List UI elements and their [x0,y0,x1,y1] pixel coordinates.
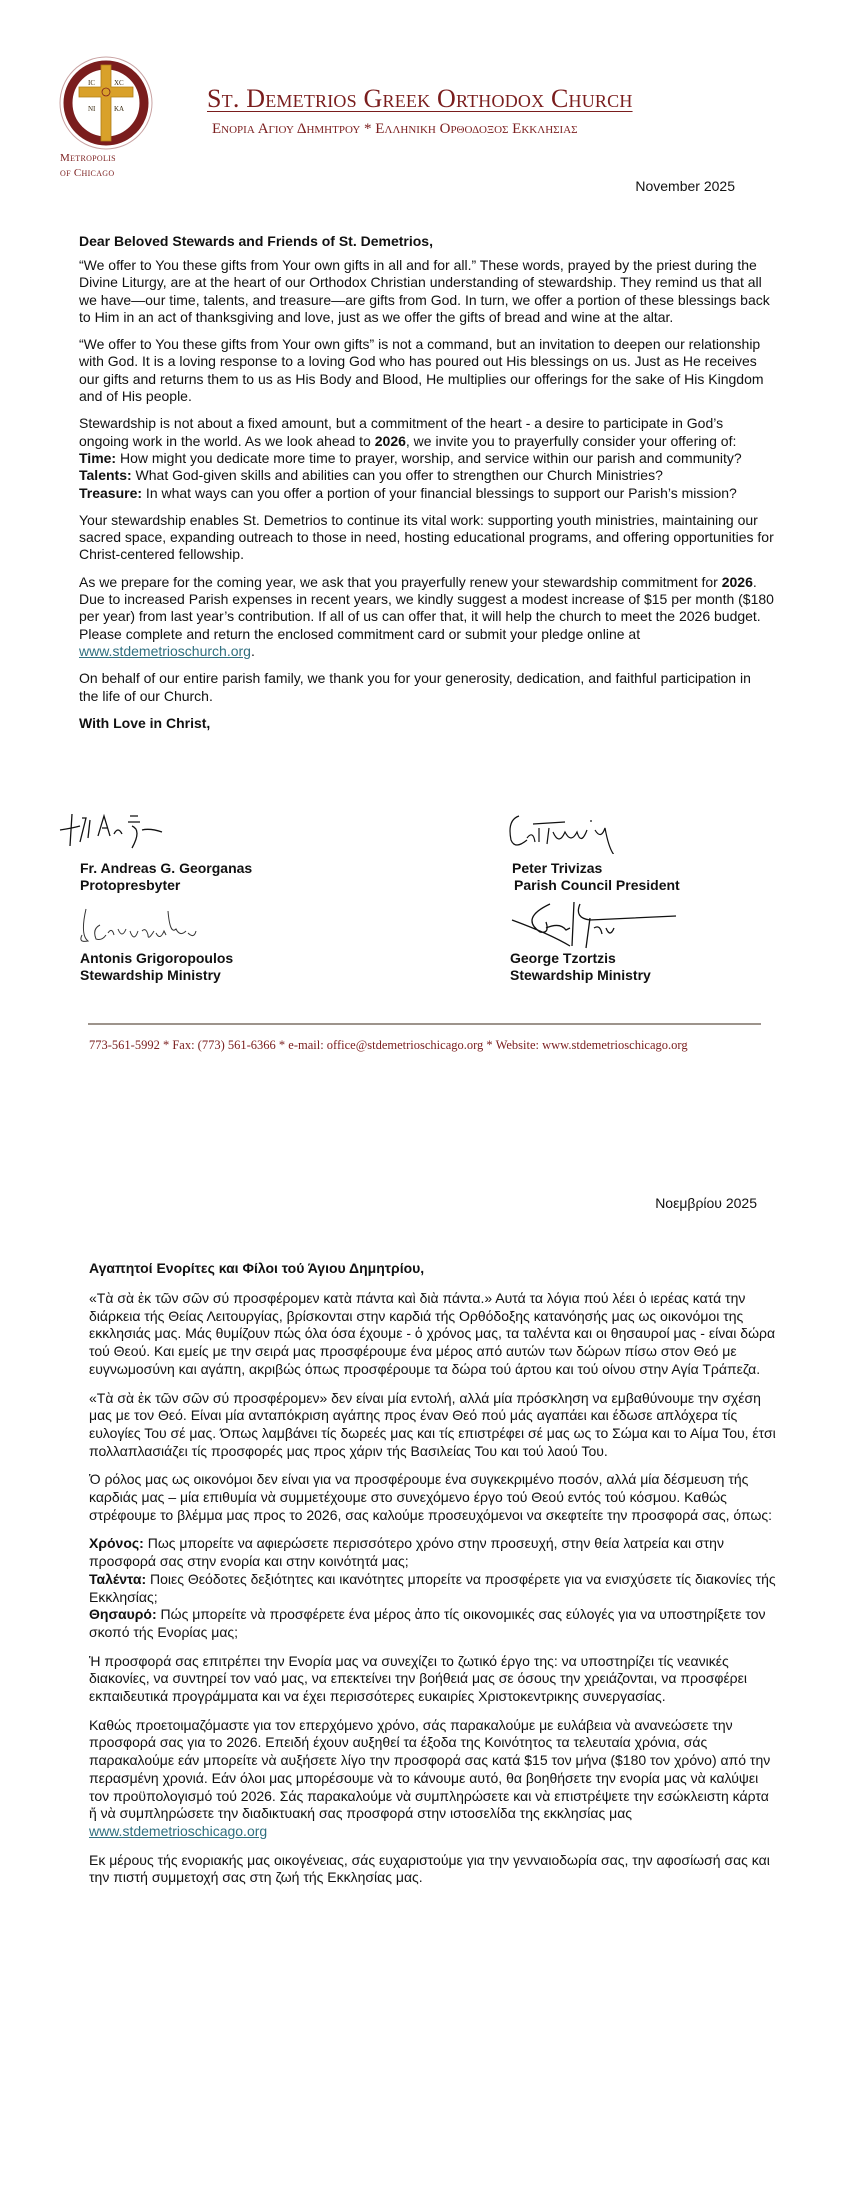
church-subtitle-greek: Ενορια Αγιου Δημητρου * Ελληνικη Ορθοδοξος Εκκλησιας [212,121,578,137]
paragraph-1: “We offer to You these gifts from Your own gifts in all and for all.” These words, prayed by the priest during the Divine Liturgy, are at the heart of our Orthodox Christian understanding of stewardship. They remind us that all we have—our time, talents, and treasure—are gifts from God. In turn, we offer a portion of these blessings back to Him in an act of thanksgiving and love, just as we offer the gifts of bread and wine at the altar. [79,257,770,325]
letter-body-greek [89,1290,779,1898]
paragraph-2: “We offer to You these gifts from Your own gifts” is not a command, but an invitation to deepen our relationship with God. It is a loving response to a loving God who has poured out His blessings on us. Just as He receives our gifts and returns them to us as His Body and Blood, He multiplies our offerings for the sake of His Kingdom and of His people. [79,336,764,405]
footer-divider [88,1023,761,1025]
treasure-label: Treasure: [79,484,143,501]
svg-text:KA: KA [114,105,125,113]
paragraph-5: Καθώς προετοιμαζόμαστε για τον επερχόμενο χρόνο, σάς παρακαλούμε με ευλάβεια νὰ ανανεώσετε την προσφορά σας για το 2026. Επειδή έχουν αυξηθεί τα έξοδα της Κοινότητος τα τελευταία χρόνια, σάς παρακαλούμε εάν μπορείτε νὰ αυξήσετε λίγο την προσφορά σας κατά $15 τον μήνα ($180 τον χρόνο) από την περασμένη χρονιά. Εάν όλοι μας μπορέσουμε νὰ το κάνουμε αυτό, θα βοηθήσετε την ενορία μας νὰ καλύψει τον προϋπολογισμό τού 2026. Σάς παρακαλούμε νὰ συμπληρώσετε και νὰ επιστρέψετε την εσώκλειστη κάρτα ἤ νὰ συμπληρώσετε την διαδικτυακή σας προσφορά στην ιστοσελίδα της εκκλησίας μας www.stdemetrioschicago.org [89,1716,771,1839]
archdiocese-seal-logo [58,55,154,151]
paragraph-5: As we prepare for the coming year, we ask that you prayerfully renew your stewardship commitment for 2026. Due to increased Parish expenses in recent years, we kindly suggest a modest increase of $15 per month ($180 per year) from last year’s contribution. If all of us can offer that, it will help the church to meet the 2026 budget. Please complete and return the enclosed commitment card or submit your pledge online at www.stdemetrioschurch.org. [79,573,774,659]
talents-label: Talents: [79,467,132,484]
cross-seal-icon [58,55,154,151]
treasure-label: Θησαυρό: [89,1606,157,1623]
signatory-3 [80,950,233,984]
signature-georganas [58,808,218,852]
paragraph-4: Ἡ προσφορά σας επιτρέπει την Ενορία μας να συνεχίζει το ζωτικό έργο της: να υποστηρίζει τίς νεανικές διακονίες, να συντηρεί τον ναό μας, να επεκτείνει την βοήθειά μας σε όσους την χρειάζονται, να προσφέρει εκπαιδευτικά προγράμματα και να έχει περισσότερες ευκαιρίες Χριστοκεντρικης συνεργασίας. [89,1652,747,1705]
salutation-english: Dear Beloved Stewards and Friends of St. Demetrios, [79,233,433,249]
paragraph-3: Stewardship is not about a fixed amount, but a commitment of the heart - a desire to participate in God’s ongoing work in the world. As we look ahead to 2026, we invite you to prayerfully consider your offering of: Time: How might you dedicate more time to prayer, worship, and service within our parish and community? Talents: What God-given skills and abilities can you offer to strengthen our Church Ministries? Treasure: In what ways can you offer a portion of your financial blessings to support our Parish’s mission? [79,415,742,501]
signature-trivizas [505,810,665,854]
letter-date-english: November 2025 [635,178,735,194]
signatory-title: Stewardship Ministry [510,967,651,983]
contact-footer: 773-561-5992 * Fax: (773) 561-6366 * e-mail: office@stdemetrioschicago.org * Website: www.stdemetrioschicago.org [89,1038,688,1052]
time-label: Χρόνος: [89,1535,144,1552]
talents-label: Ταλέντα: [89,1570,147,1587]
pledge-website-link[interactable]: www.stdemetrioschurch.org [79,642,251,659]
svg-text:XC: XC [114,79,124,87]
signatory-4 [510,950,651,984]
paragraph-6: On behalf of our entire parish family, we thank you for your generosity, dedication, and faithful participation in the life of our Church. [79,670,751,704]
svg-text:IC: IC [88,79,95,87]
signature-tzortzis [510,898,690,950]
metropolis-label [60,151,116,181]
time-label: Time: [79,449,117,466]
signatory-title: Protopresbyter [80,877,181,893]
signatory-name: Fr. Andreas G. Georganas [80,860,253,876]
paragraph-2: «Τὰ σὰ ἐκ τῶν σῶν σύ προσφέρομεν» δεν είναι μία εντολή, αλλά μία πρόσκληση να εμβαθύνουμε την σχέση μας με τον Θεό. Είναι μία ανταπόκριση αγάπης προς έναν Θεό πού μάς αγαπάει και έδωσε απλόχερα τίς ευλογίες Του σέ μας. Όπως λαμβάνει τίς δωρεές μας και τίς επιστρέφει σέ μας ως το Σώμα και το Αίμα Του, έτσι πολλαπλασιάζει τίς προσφορές μας προς χάριν τής Βασιλείας Του και τού λαού Του. [89,1389,776,1459]
paragraph-6: Εκ μέρους τής ενοριακής μας οικογένειας, σάς ευχαριστούμε για την γενναιοδωρία σας, την αφοσίωσή σας και την πιστή συμμετοχή σας στη ζωή τής Εκκλησίας μας. [89,1851,770,1886]
svg-text:NI: NI [88,105,96,113]
letter-body-english [79,257,774,742]
signatory-1 [80,860,252,894]
offering-list: Χρόνος: Πως μπορείτε να αφιερώσετε περισσότερο χρόνο στην προσευχή, στην θεία λατρεία και στην προσφορά σας στην ενορία και στην κοινότητά μας; Ταλέντα: Ποιες Θεόδοτες δεξιότητες και ικανότητες μπορείτε να προσφέρετε για να ενισχύσετε τίς διακονίες τής Εκκλησίας; Θησαυρό: Πώς μπορείτε νὰ προσφέρετε ένα μέρος ἀπο τίς οικονομικές σας εύλογές για να υποστηρίξετε τον σκοπό τής Ενορίας μας; [89,1535,776,1640]
signatory-name: Antonis Grigoropoulos [80,950,234,966]
signature-grigoropoulos [76,905,236,949]
salutation-greek: Αγαπητοί Ενορίτες και Φίλοι τού Άγιου Δημητρίου, [89,1260,425,1276]
closing: With Love in Christ, [79,714,211,731]
signatory-name: Peter Trivizas [512,860,603,876]
signatory-name: George Tzortzis [510,950,616,966]
church-name: St. Demetrios Greek Orthodox Church [207,84,633,113]
paragraph-1: «Τὰ σὰ ἐκ τῶν σῶν σύ προσφέρομεν κατὰ πάντα καὶ διὰ πάντα.» Αυτά τα λόγια πού λέει ὁ ιερέας κατά την διάρκεια τής Θείας Λειτουργίας, βρίσκονται στην καρδιά τής Ορθόδοξης κατανόησής μας ως οικονόμοι της εκκλησιάς μας. Μάς θυμίζουν πώς όλα όσα έχουμε - ὁ χρόνος μας, τα ταλέντα και οι θησαυροί μας - είναι δώρα τού Θεού. Και εμείς με την σειρά μας προσφέρουμε ένα μέρος από αυτών των δώρων πίσω στον Θεό με ευγνωμοσύνη και αγάπη, ακριβώς όπως προσφέρουμε τα δώρα τού άρτου και τού οίνου στην Αγία Τράπεζα. [89,1290,776,1377]
letter-date-greek: Νοεμβρίου 2025 [655,1195,757,1211]
metropolis-line-1: Metropolis [60,152,116,164]
signatory-title: Parish Council President [514,877,680,893]
church-website-link[interactable]: www.stdemetrioschicago.org [89,1822,268,1839]
signatory-2 [512,860,680,894]
paragraph-4: Your stewardship enables St. Demetrios to continue its vital work: supporting youth ministries, maintaining our sacred space, expanding outreach to those in need, hosting educational programs, and offering opportunities for Christ-centered fellowship. [79,511,774,563]
signatory-title: Stewardship Ministry [80,967,221,983]
metropolis-line-2: of Chicago [60,167,115,179]
paragraph-3: Ὁ ρόλος μας ως οικονόμοι δεν είναι για να προσφέρουμε ένα συγκεκριμένο ποσόν, αλλά μία δέσμευση τής καρδιάς μας – μία επιθυμία νὰ συμμετέχουμε στο συνεχόμενο έργο τού Θεού εντός τού κόσμου. Καθώς στρέφουμε το βλέμμα μας προς το 2026, σας καλούμε προσευχόμενοι να σκεφτείτε την προσφορά σας, όπως: [89,1471,773,1523]
